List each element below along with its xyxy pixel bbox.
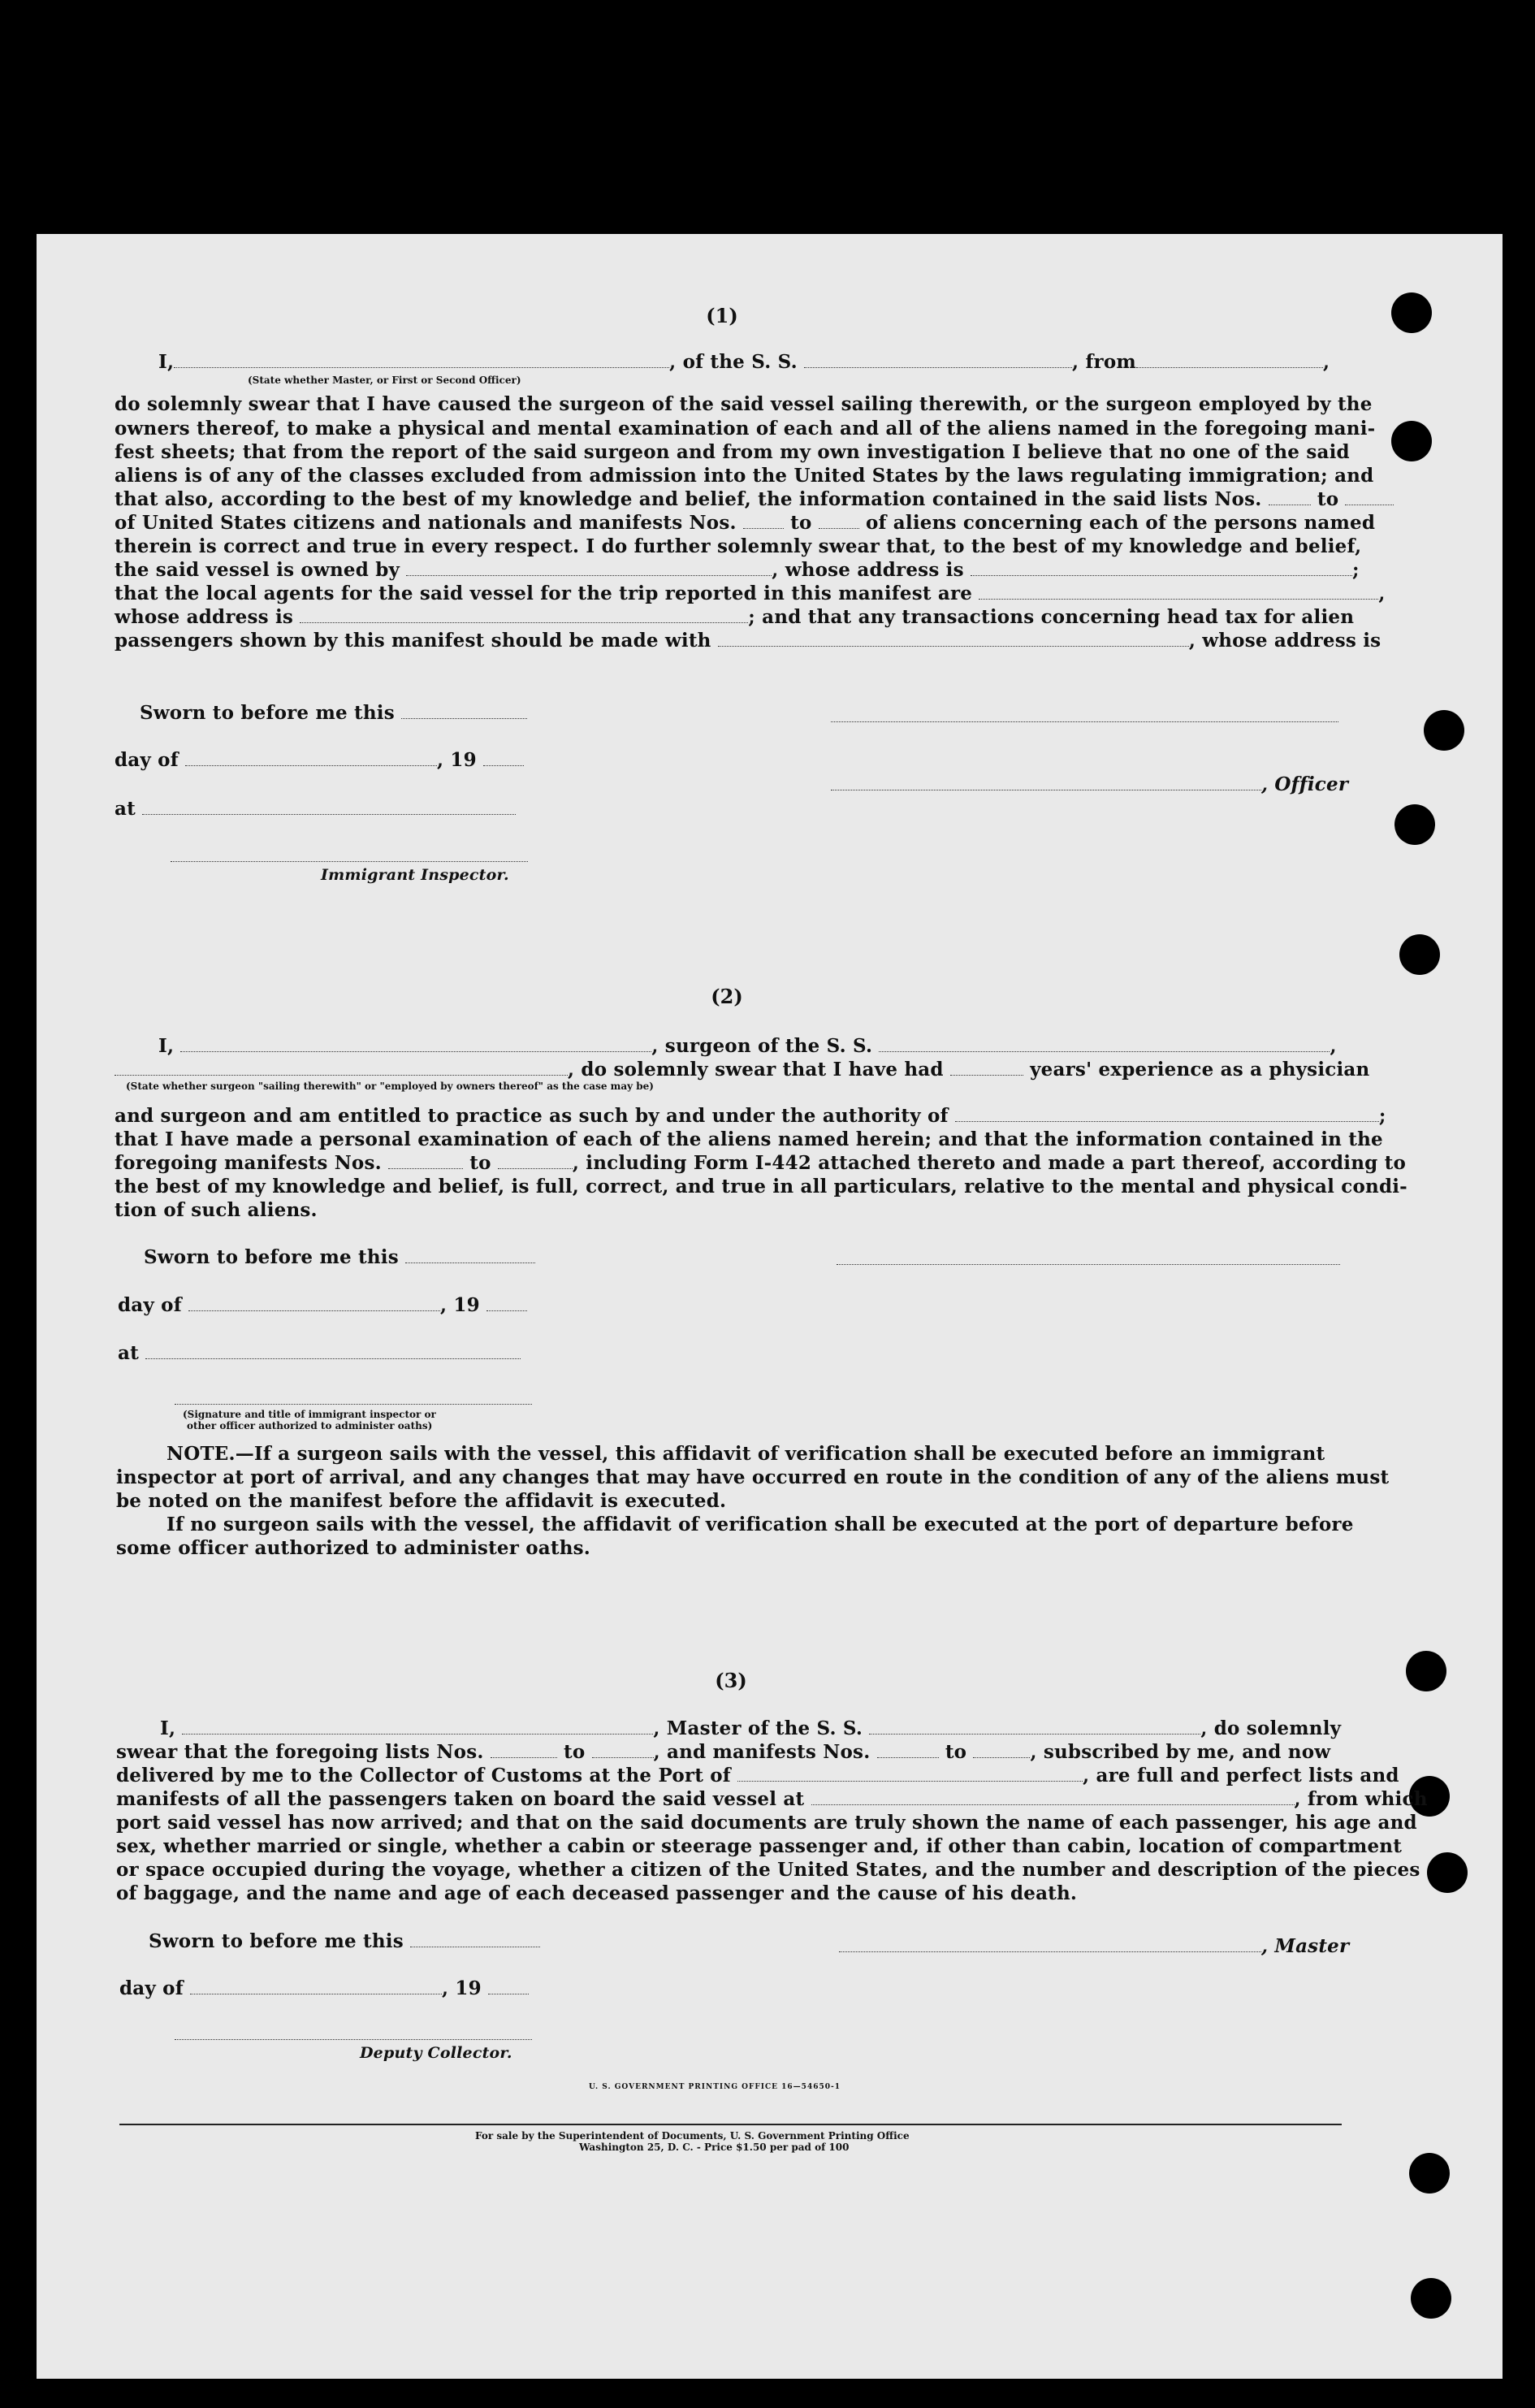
punch-hole: [1394, 804, 1435, 845]
punch-hole: [1427, 1852, 1468, 1893]
label: , whose address is: [772, 559, 964, 581]
s2-line-2: [115, 1059, 1369, 1081]
label: , including Form I-442 attached thereto and made a part thereof, according to: [572, 1152, 1407, 1174]
s3-line-1: [160, 1717, 1341, 1739]
s1-text-line: do solemnly swear that I have caused the surgeon of the said vessel sailing therewith, or the surgeon employed by the: [115, 393, 1373, 415]
label: , 19: [437, 749, 477, 771]
s1-text-line: therein is correct and true in every respect. I do further solemnly swear that, to the best of my knowledge and belief,: [115, 535, 1362, 557]
s1-line-10: [115, 583, 1386, 604]
sale-notice: Washington 25, D. C. - Price $1.50 per pad of 100: [579, 2142, 850, 2153]
s1-line-7: [115, 512, 1375, 534]
label: ; and that any transactions concerning head tax for alien: [748, 606, 1355, 628]
s3-sworn: [149, 1930, 540, 1952]
label: , 19: [442, 1977, 482, 1999]
label: , whose address is: [1188, 630, 1382, 652]
s2-at: [118, 1342, 521, 1364]
label: ,: [1378, 583, 1386, 604]
s1-sworn: [140, 702, 527, 724]
s3-text-line: port said vessel has now arrived; and that on the said documents are truly shown the name of each passenger, his age and: [116, 1812, 1417, 1834]
label: of aliens concerning each of the persons named: [865, 512, 1376, 534]
signature-line: [175, 2039, 532, 2040]
label: that the local agents for the said vessel for the trip reported in this manifest are: [115, 583, 973, 604]
label: day of: [115, 749, 179, 771]
label: , do solemnly swear that I have had: [568, 1059, 944, 1081]
s1-line-11: [115, 606, 1354, 628]
label: of United States citizens and nationals and manifests Nos.: [115, 512, 737, 534]
section-heading: (2): [711, 985, 743, 1008]
note-line: some officer authorized to administer oaths.: [116, 1537, 591, 1559]
inspector-caption: Immigrant Inspector.: [321, 866, 509, 884]
s1-line-1: I, , of the S. S. , from ,: [158, 351, 1330, 373]
s2-text-line: that I have made a personal examination of each of the aliens named herein; and that the information contained in the: [115, 1128, 1383, 1150]
s1-at: [115, 798, 516, 820]
s3-text-line: sex, whether married or single, whether a cabin or steerage passenger and, if other than cabin, location of compartment: [116, 1835, 1403, 1857]
label: day of: [119, 1977, 184, 1999]
s1-dayof: [115, 749, 524, 771]
label: at: [118, 1342, 139, 1364]
footer-rule: [119, 2124, 1342, 2125]
deputy-caption: Deputy Collector.: [360, 2044, 512, 2062]
label: at: [115, 798, 136, 820]
signature-line: [831, 721, 1338, 722]
signature-line: [175, 1404, 532, 1405]
note-line: If no surgeon sails with the vessel, the affidavit of verification shall be executed at the port of departure before: [166, 1514, 1354, 1535]
label: to: [564, 1741, 586, 1763]
punch-hole: [1399, 934, 1440, 975]
label: , and manifests Nos.: [653, 1741, 871, 1763]
punch-hole: [1391, 292, 1432, 333]
punch-hole: [1391, 421, 1432, 461]
signature-caption: (Signature and title of immigrant inspector or: [183, 1409, 436, 1420]
s1-text-line: aliens is of any of the classes excluded from admission into the United States by the laws regulating immigration; and: [115, 465, 1374, 487]
label: , Master: [1261, 1935, 1350, 1957]
label: I,: [158, 1035, 175, 1057]
label: , of the S. S.: [669, 351, 798, 373]
s2-line-3: [115, 1105, 1386, 1127]
label: to: [945, 1741, 967, 1763]
label: , from: [1072, 351, 1136, 373]
signature-caption: other officer authorized to administer oaths): [187, 1420, 433, 1431]
note-line: inspector at port of arrival, and any changes that may have occurred en route in the condition of any of the aliens must: [116, 1466, 1390, 1488]
s2-text-line: tion of such aliens.: [115, 1199, 318, 1221]
signature-line: [171, 861, 528, 862]
field-caption: (State whether surgeon "sailing therewith" or "employed by owners thereof" as the case may be): [126, 1081, 654, 1092]
s2-sworn: [144, 1246, 535, 1268]
s1-text-line: owners thereof, to make a physical and mental examination of each and all of the aliens named in the foregoing mani-: [115, 418, 1376, 440]
label: years' experience as a physician: [1030, 1059, 1370, 1081]
label: , do solemnly: [1200, 1717, 1342, 1739]
s1-text-line: fest sheets; that from the report of the said surgeon and from my own investigation I believe that no one of the said: [115, 441, 1350, 463]
punch-hole: [1406, 1651, 1446, 1691]
punch-hole: [1411, 2278, 1451, 2319]
s3-dayof: [119, 1977, 529, 1999]
s1-line-6: [115, 488, 1394, 510]
s2-line-1: [158, 1035, 1337, 1057]
signature-line: [837, 1264, 1340, 1265]
label: Sworn to before me this: [144, 1246, 399, 1268]
label: ,: [1330, 1035, 1337, 1057]
form-page: [37, 234, 1503, 2379]
label: I,: [160, 1717, 176, 1739]
punch-hole: [1409, 2153, 1450, 2194]
label: Sworn to before me this: [140, 702, 395, 724]
note-line: NOTE.—If a surgeon sails with the vessel, this affidavit of verification shall be executed before an immigrant: [166, 1443, 1325, 1465]
label: to: [1317, 488, 1339, 510]
label: I,: [158, 351, 175, 373]
punch-hole: [1424, 710, 1464, 751]
s2-text-line: the best of my knowledge and belief, is full, correct, and true in all particulars, relative to the mental and physical condi-: [115, 1176, 1407, 1198]
label: , are full and perfect lists and: [1083, 1765, 1399, 1787]
field-caption: (State whether Master, or First or Second Officer): [248, 375, 521, 386]
section-heading: (1): [706, 304, 738, 327]
s3-master: [839, 1935, 1349, 1957]
s3-text-line: or space occupied during the voyage, whether a citizen of the United States, and the number and description of the pieces: [116, 1859, 1420, 1881]
label: to: [469, 1152, 491, 1174]
label: whose address is: [115, 606, 294, 628]
s1-line-9: [115, 559, 1360, 581]
s2-line-5: [115, 1152, 1406, 1174]
label: , from which: [1294, 1788, 1428, 1810]
label: passengers shown by this manifest should be made with: [115, 630, 711, 652]
label: delivered by me to the Collector of Customs at the Port of: [116, 1765, 731, 1787]
label: , surgeon of the S. S.: [651, 1035, 873, 1057]
label: , 19: [440, 1294, 480, 1316]
s1-officer: [831, 773, 1348, 795]
label: ;: [1378, 1105, 1386, 1127]
s1-line-12: [115, 630, 1381, 652]
label: day of: [118, 1294, 182, 1316]
s3-line-2: [116, 1741, 1330, 1763]
section-heading: (3): [715, 1669, 747, 1692]
s3-line-4: [116, 1788, 1428, 1810]
s3-line-3: [116, 1765, 1399, 1787]
label: foregoing manifests Nos.: [115, 1152, 382, 1174]
s3-text-line: of baggage, and the name and age of each deceased passenger and the cause of his death.: [116, 1882, 1078, 1904]
label: that also, according to the best of my knowledge and belief, the information contained in the said lists Nos.: [115, 488, 1262, 510]
label: manifests of all the passengers taken on board the said vessel at: [116, 1788, 805, 1810]
label: the said vessel is owned by: [115, 559, 400, 581]
label: Sworn to before me this: [149, 1930, 404, 1952]
label: swear that the foregoing lists Nos.: [116, 1741, 484, 1763]
label: and surgeon and am entitled to practice as such by and under the authority of: [115, 1105, 949, 1127]
label: ;: [1351, 559, 1360, 581]
label: , Officer: [1261, 773, 1349, 795]
label: to: [790, 512, 812, 534]
printing-office-mark: U. S. GOVERNMENT PRINTING OFFICE 16—54650-1: [589, 2083, 841, 2091]
sale-notice: For sale by the Superintendent of Documents, U. S. Government Printing Office: [475, 2130, 910, 2142]
label: , subscribed by me, and now: [1030, 1741, 1331, 1763]
s2-dayof: [118, 1294, 527, 1316]
note-line: be noted on the manifest before the affidavit is executed.: [116, 1490, 727, 1512]
label: , Master of the S. S.: [653, 1717, 863, 1739]
